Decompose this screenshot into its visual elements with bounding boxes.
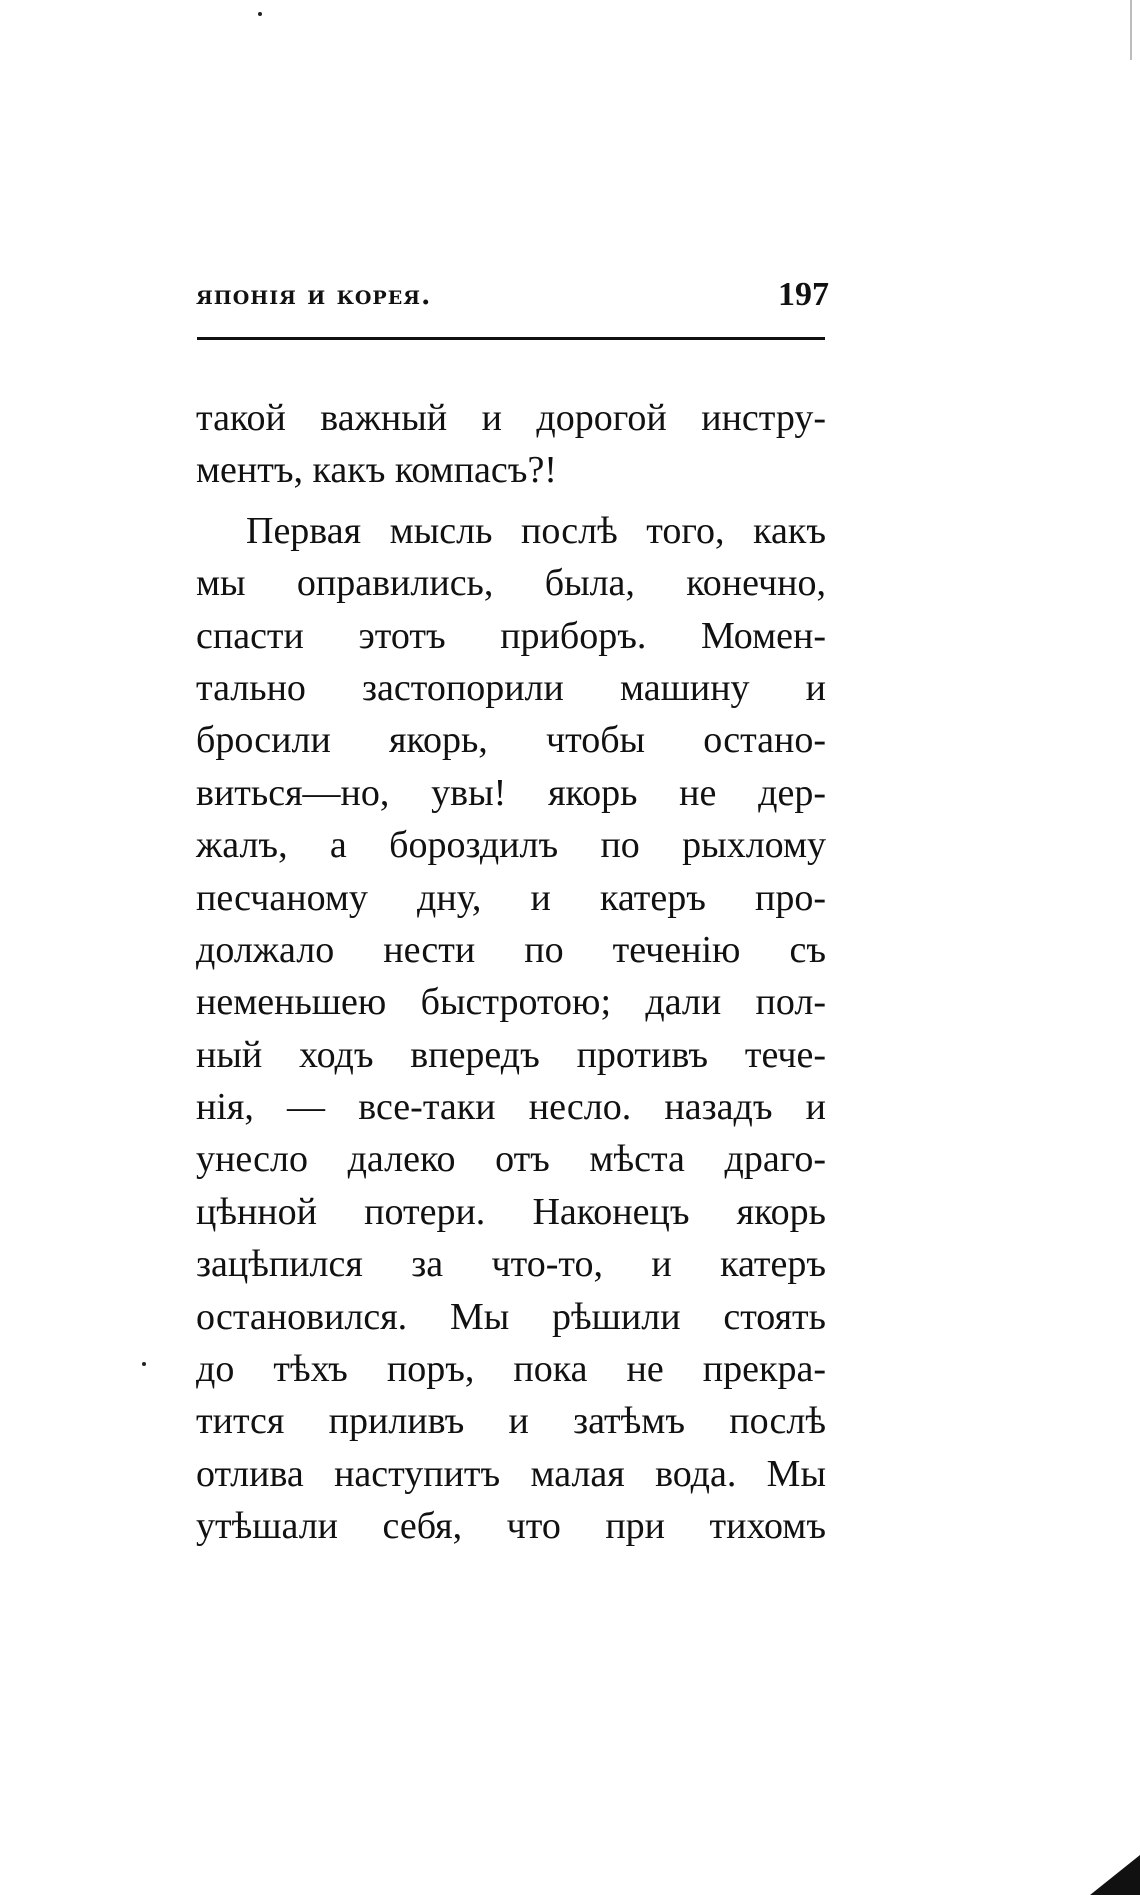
text-line: виться—но, увы! якорь не дер- xyxy=(196,771,826,814)
text-line: тится приливъ и затѣмъ послѣ xyxy=(196,1400,826,1443)
text-line: до тѣхъ поръ, пока не прекра- xyxy=(196,1348,826,1391)
text-line: отлива наступитъ малая вода. Мы xyxy=(196,1452,826,1495)
text-line: утѣшали себя, что при тихомъ xyxy=(196,1505,826,1548)
text-line: тально застопорили машину и xyxy=(196,666,826,709)
text-line: остановился. Мы рѣшили стоять xyxy=(196,1295,826,1338)
page-edge xyxy=(1130,0,1132,60)
ink-speck xyxy=(258,12,262,16)
text-line: цѣнной потери. Наконецъ якорь xyxy=(196,1190,826,1233)
running-title: японія и корея. xyxy=(196,280,432,311)
text-line: ментъ, какъ компасъ?! xyxy=(196,449,557,492)
paragraph-gap xyxy=(196,497,826,505)
text-line: мы оправились, была, конечно, xyxy=(196,562,826,605)
text-line: нія, — все-таки несло. назадъ и xyxy=(196,1086,826,1129)
text-line: унесло далеко отъ мѣста драго- xyxy=(196,1138,826,1181)
page-body xyxy=(196,392,826,1553)
text-line: Первая мысль послѣ того, какъ xyxy=(246,509,826,552)
text-line: спасти этотъ приборъ. Момен- xyxy=(196,614,826,657)
text-line: ный ходъ впередъ противъ тече- xyxy=(196,1033,826,1076)
text-line: должало нести по теченію съ xyxy=(196,928,826,971)
page-number: 197 xyxy=(778,276,829,313)
ink-speck xyxy=(142,1362,146,1366)
text-line: жалъ, а бороздилъ по рыхлому xyxy=(196,824,826,867)
text-line: песчаному дну, и катеръ про- xyxy=(196,876,826,919)
text-line: зацѣпился за что-то, и катеръ xyxy=(196,1243,826,1286)
text-line: бросили якорь, чтобы остано- xyxy=(196,719,826,762)
text-line: такой важный и дорогой инстру- xyxy=(196,397,826,439)
text-line: неменьшею быстротою; дали пол- xyxy=(196,981,826,1024)
header-rule xyxy=(197,337,825,340)
corner-scan-mark xyxy=(1090,1855,1140,1895)
